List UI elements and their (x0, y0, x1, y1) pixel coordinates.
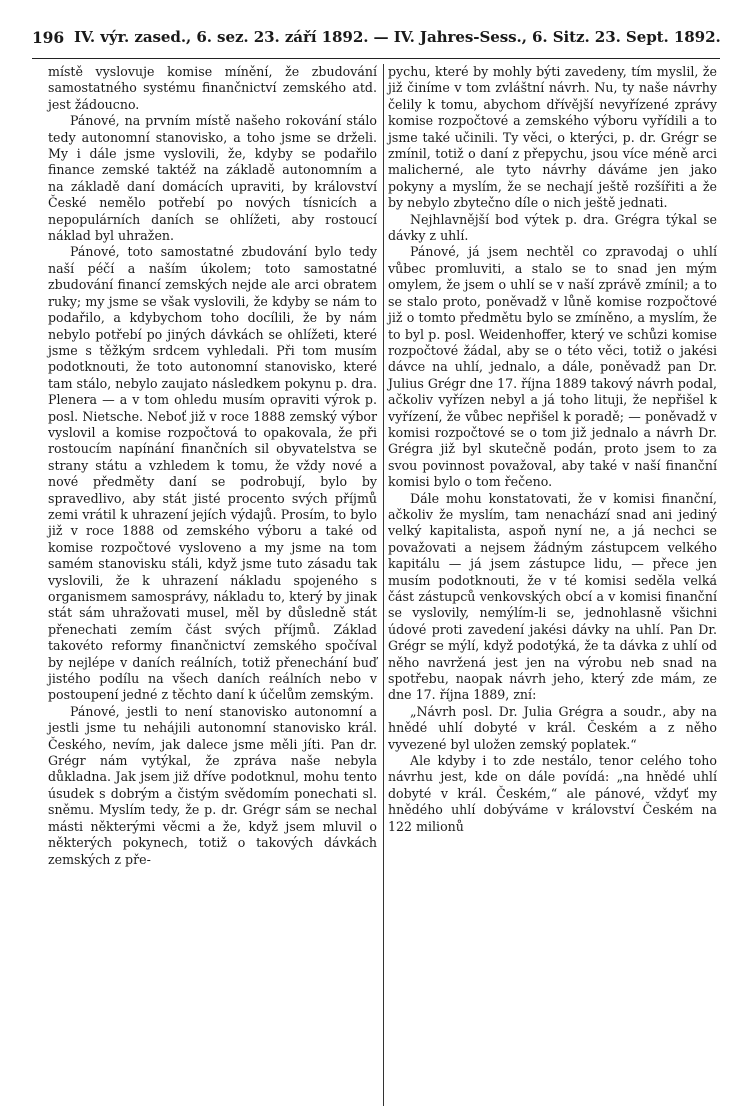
running-head-text: IV. výr. zased., 6. sez. 23. září 1892. — IV. Jahres-Sess., 6. Sitz. 23. Sept. 1892. (74, 28, 721, 46)
left-column (48, 64, 377, 868)
running-header (32, 28, 720, 54)
paragraph: Dále mohu konstatovati, že v komisi finanční, ačkoliv že myslím, tam nenachází snad ani jediný velký kapitalista, aspoň nyní ne, a já nechci se považovati a nejsem žádným zástupcem velkého kapitálu — já jsem zástupce lidu, — přece jen musím podotknouti, že v té komisi seděla velká část zástupců venkovských obcí a v komisi finanční se vyslovily, nemýlím-li se, jednohlasně všichni údové proti zavedení jakési dávky na uhlí. Pan Dr. Grégr se mýlí, když podotýká, že ta dávka z uhlí od něho navržená jest jen na výrobu neb snad na spotřebu, naopak návrh jeho, který zde mám, ze dne 17. října 1889, zní: (388, 490, 717, 703)
header-rule (32, 58, 720, 59)
paragraph: pychu, které by mohly býti zavedeny, tím myslil, že již činíme v tom zvláštní návrh. Nu, ty naše návrhy čelily k tomu, abychom dřívější nevyřízené zprávy komise rozpočtové a zemského výboru vyřídili a to jsme také učinili. Ty věci, o kterýci, p. dr. Grégr se zmínil, totiž o daní z přepychu, jsou více méně arci malicherné, ale tyto návrhy dáváme jen jako pokyny a myslím, že se nechají ještě rozšířiti a že by nebylo zbytečno díle o nich ještě jednati. (388, 64, 717, 211)
paragraph: Pánové, já jsem nechtěl co zpravodaj o uhlí vůbec promluviti, a stalo se to snad jen mým omylem, že jsem o uhlí se v naší zprávě zmínil; a to se stalo proto, poněvadž v lůně komise rozpočtové již o tomto předmětu bylo se zmíněno, a myslím, že to byl p. posl. Weidenhoffer, který ve schůzi komise rozpočtové žádal, aby se o této věci, totiž o jakési dávce na uhlí, jednalo, a dále, poněvadž pan Dr. Julius Grégr dne 17. října 1889 takový návrh podal, ačkoliv vyřízen nebyl a já toho lituji, že nepřišel k vyřízení, že vůbec nepřišel k poradě; — poněvadž v komisi rozpočtové se o tom již jednalo a návrh Dr. Grégra již byl skutečně podán, proto jsem to za svou povinnost považoval, aby také v naší finanční komisi bylo o tom řečeno. (388, 244, 717, 490)
paragraph: Pánové, toto samostatné zbudování bylo tedy naší péčí a naším úkolem; toto samostatné zbudování financí zemských nejde ale arci obratem ruky; my jsme se však vyslovili, že kdyby se nám to podařilo, a kdybychom toho docílili, že by nám nebylo potřebí po jiných dávkách se ohlížeti, které jsme s těžkým srdcem vyhledali. Při tom musím podotknouti, že toto autonomní stanovisko, které tam stálo, nebylo zaujato následkem pokynu p. dra. Plenera — a v tom ohledu musím opraviti výrok p. posl. Nietsche. Neboť již v roce 1888 zemský výbor vyslovil a komise rozpočtová to opakovala, že při rostoucím napínání finančních sil obyvatelstva se strany státu a vzhledem k tomu, že vždy nové a nové předměty daní se podrobují, bylo by spravedlivo, aby stát jisté procento svých příjmů zemi vrátil k uhrazení jejích výdajů. Prosím, to bylo již v roce 1888 od zemského výboru a také od komise rozpočtové vysloveno a my jsme na tom samém stanovisku stáli, když jsme tuto zásadu tak vyslovili, že k uhrazení nákladu spojeného s organismem samosprávy, nákladu to, který by jinak stát sám uhražovati musel, měl by důsledně stát přenechati zemím část svých příjmů. Základ takovéto reformy finančnictví zemského spočíval by nejlépe v daních reálních, totiž přenechání buď jistého podílu na všech daních reálních nebo v postoupení jedné z těchto daní k účelům zemským. (48, 244, 377, 703)
paragraph: Nejhlavnější bod výtek p. dra. Grégra týkal se dávky z uhlí. (388, 211, 717, 244)
paragraph: místě vyslovuje komise mínění, že zbudování samostatného systému finančnictví zemského atd. jest žádoucno. (48, 64, 377, 112)
paragraph: „Návrh posl. Dr. Julia Grégra a soudr., aby na hnědé uhlí dobyté v král. Českém a z něho vyvezené byl uložen zemský poplatek.“ (388, 703, 717, 752)
column-divider (383, 64, 384, 1106)
right-column (388, 64, 717, 835)
paragraph: Pánové, na prvním místě našeho rokování stálo tedy autonomní stanovisko, a toho jsme se drželi. My i dále jsme vyslovili, že, kdyby se podařilo finance zemské taktéž na základě autonomním a na základě daní domácích upraviti, by království České nemělo potřebí po nových tísnicích a nepopulárních daních se ohlížeti, aby rostoucí náklad byl uhražen. (48, 113, 377, 244)
paragraph: Ale kdyby i to zde nestálo, tenor celého toho návrhu jest, kde on dále povídá: „na hnědé uhlí dobyté v král. Českém,“ ale pánové, vždyť my hnědého uhlí dobýváme v království Českém na 122 milionů (388, 753, 717, 834)
paragraph: Pánové, jestli to není stanovisko autonomní a jestli jsme tu nehájili autonomní stanovisko král. Českého, nevím, jak dalece jsme měli jíti. Pan dr. Grégr nám vytýkal, že zpráva naše nebyla důkladna. Jak jsem již dříve podotknul, mohu tento úsudek s dobrým a čistým svědomím ponechati sl. sněmu. Myslím tedy, že p. dr. Grégr sám se nechal másti některými věcmi a že, když jsem mluvil o některých pokynech, totiž o takových dávkách zemských z pře- (48, 703, 377, 867)
page-number: 196 (32, 28, 65, 47)
